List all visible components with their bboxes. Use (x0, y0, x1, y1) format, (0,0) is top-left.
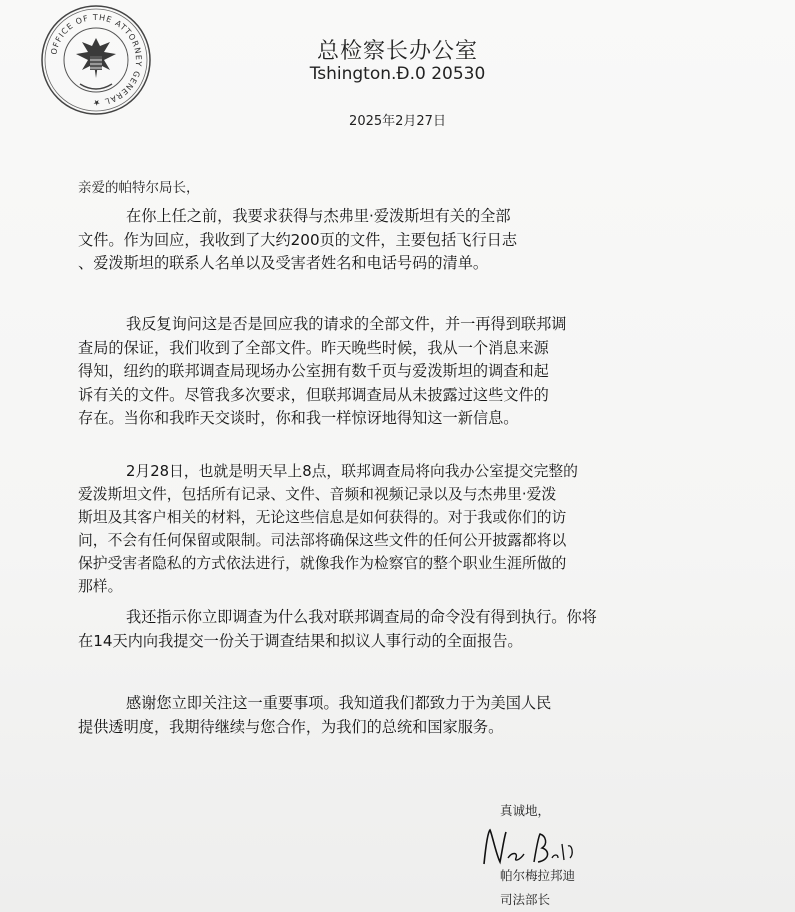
paragraph-line: 我还指示你立即调查为什么我对联邦调查局的命令没有得到执行。你将 (126, 608, 597, 626)
paragraph-line: 诉有关的文件。尽管我多次要求，但联邦调查局从未披露过这些文件的 (78, 385, 549, 404)
paragraph-line: 查局的保证，我们收到了全部文件。昨天晚些时候，我从一个消息来源 (78, 338, 549, 357)
handwritten-signature-icon (478, 824, 588, 870)
signer-name: 帕尔梅拉邦迪 (500, 868, 576, 883)
paragraph-line: 保护受害者隐私的方式依法进行，就像我作为检察官的整个职业生涯所做的 (78, 555, 567, 572)
paragraph-line: 问，不会有任何保留或限制。司法部将确保这些文件的任何公开披露都将以 (78, 532, 567, 549)
office-address: Tshington.Đ.0 20530 (309, 64, 486, 84)
paragraph-line: 2月28日，也就是明天早上8点，联邦调查局将向我办公室提交完整的 (126, 463, 578, 480)
paragraph-5 (78, 692, 551, 739)
paragraph-line: 提供透明度，我期待继续与您合作，为我们的总统和国家服务。 (78, 717, 504, 736)
paragraph-line: 文件。作为回应，我收到了大约200页的文件，主要包括飞行日志 (78, 230, 518, 249)
closing: 真诚地， (500, 803, 551, 818)
paragraph-line: 、爱泼斯坦的联系人名单以及受害者姓名和电话号码的清单。 (78, 254, 489, 272)
paragraph-3 (78, 460, 578, 598)
paragraph-line: 得知，纽约的联邦调查局现场办公室拥有数千页与爱泼斯坦的调查和起 (78, 362, 549, 380)
svg-text:OFFICE OF THE ATTORNEY GENERAL: OFFICE OF THE ATTORNEY GENERAL ★ (49, 12, 144, 108)
paragraph-line: 我反复询问这是否是回应我的请求的全部文件，并一再得到联邦调 (126, 315, 567, 333)
paragraph-2 (78, 313, 566, 431)
paragraph-line: 在14天内向我提交一份关于调查结果和拟议人事行动的全面报告。 (78, 631, 523, 650)
paragraph-1 (78, 205, 517, 276)
paragraph-line: 存在。当你和我昨天交谈时，你和我一样惊讶地得知这一新信息。 (78, 409, 519, 427)
paragraph-line: 在你上任之前，我要求获得与杰弗里·爱泼斯坦有关的全部 (126, 207, 511, 225)
paragraph-line: 斯坦及其客户相关的材料，无论这些信息是如何获得的。对于我或你们的访 (78, 509, 567, 526)
signer-title: 司法部长 (500, 892, 551, 907)
paragraph-4 (78, 606, 597, 653)
office-title: 总检察长办公室 (316, 39, 478, 64)
letter-date: 2025年2月27日 (349, 114, 446, 129)
salutation: 亲爱的帕特尔局长， (78, 180, 200, 196)
paragraph-line: 爱泼斯坦文件，包括所有记录、文件、音频和视频记录以及与杰弗里·爱泼 (78, 486, 557, 503)
paragraph-line: 感谢您立即关注这一重要事项。我知道我们都致力于为美国人民 (126, 694, 552, 712)
paragraph-line: 那样。 (78, 578, 123, 595)
